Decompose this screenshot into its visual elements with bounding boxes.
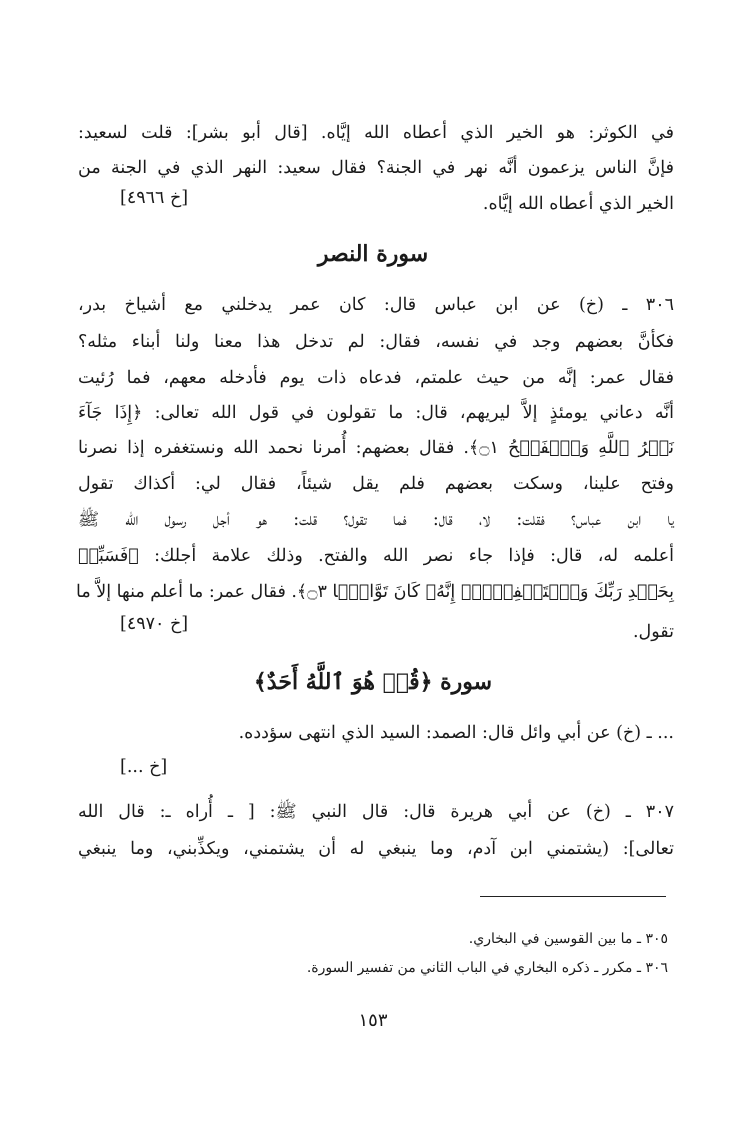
page-number: ١٥٣	[358, 1010, 388, 1031]
text-line: في الكوثر: هو الخير الذي أعطاه الله إيَّاه. [قال أبو بشر]: قلت لسعيد:	[78, 123, 674, 143]
text-line: بِحَمۡدِ رَبِّكَ وَٱسۡتَغۡفِرۡهُۚ إِنَّهُۥ كَانَ تَوَّابَۢا ۝٣﴾. فقال عمر: ما أعلم منها إلاَّ ما	[76, 582, 674, 602]
text-line: ... ـ (خ) عن أبي وائل قال: الصمد: السيد الذي انتهى سؤدده.	[238, 723, 674, 743]
surah-heading: سورة النصر	[317, 241, 429, 267]
footnote-divider	[480, 896, 666, 897]
hadith-reference: [خ ٤٩٧٠]	[120, 614, 189, 634]
text-line: فكأنَّ بعضهم وجد في نفسه، فقال: لم تدخل هذا معنا ولنا أبناء مثله؟	[78, 332, 674, 352]
surah-heading: سورة ﴿قُلۡ هُوَ ٱللَّهُ أَحَدٌ﴾	[253, 669, 493, 695]
footnote: ٣٠٦ ـ مكرر ـ ذكره البخاري في الباب الثاني من تفسير السورة.	[306, 960, 668, 976]
text-line: تعالى]: (يشتمني ابن آدم، وما ينبغي له أن يشتمني، ويكذِّبني، وما ينبغي	[78, 839, 674, 859]
text-line: ٣٠٦ ـ (خ) عن ابن عباس قال: كان عمر يدخلني مع أشياخ بدر،	[78, 295, 674, 315]
text-line: أعلمه له، قال: فإذا جاء نصر الله والفتح. وذلك علامة أجلك: ﴿فَسَبِّحۡ	[78, 546, 674, 566]
text-line: فإنَّ الناس يزعمون أنَّه نهر في الجنة؟ فقال سعيد: النهر الذي في الجنة من	[78, 158, 674, 178]
text-line: يا ابن عباس؟ فقلت: لا، قال: فما تقول؟ قلت: هو أجل رسول الله ﷺ	[78, 510, 674, 530]
hadith-reference: [خ ...]	[120, 757, 168, 777]
text-line: ٣٠٧ ـ (خ) عن أبي هريرة قال: قال النبي ﷺ: [ ـ أُراه ـ: قال الله	[78, 802, 674, 822]
footnote: ٣٠٥ ـ ما بين القوسين في البخاري.	[468, 931, 668, 947]
text-line: أنَّه دعاني يومئذٍ إلاَّ ليريهم، قال: ما تقولون في قول الله تعالى: ﴿إِذَا جَآءَ	[78, 403, 674, 423]
text-line: وفتح علينا، وسكت بعضهم فلم يقل شيئاً، فقال لي: أكذاك تقول	[78, 474, 674, 494]
text-line: الخير الذي أعطاه الله إيَّاه.	[482, 194, 674, 214]
text-line: نَصۡرُ ٱللَّهِ وَٱلۡفَتۡحُ ۝١﴾. فقال بعضهم: أُمرنا نحمد الله ونستغفره إذا نصرنا	[78, 438, 675, 458]
text-line: تقول.	[632, 622, 674, 642]
text-line: فقال عمر: إنَّه من حيث علمتم، فدعاه ذات يوم فأدخله معهم، فما رُئيت	[78, 368, 674, 388]
hadith-reference: [خ ٤٩٦٦]	[120, 188, 189, 208]
